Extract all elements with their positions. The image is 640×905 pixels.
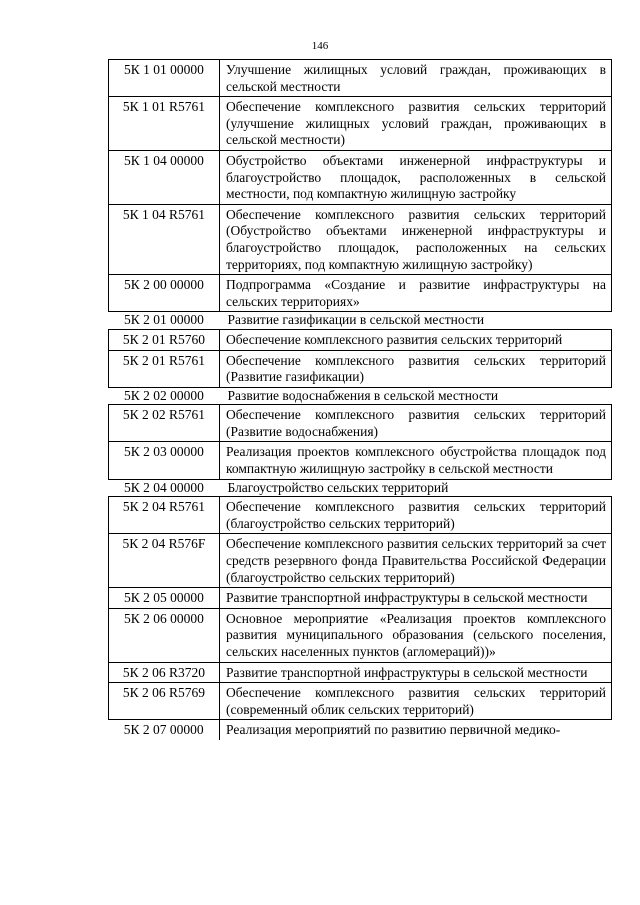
row-description: Улучшение жилищных условий граждан, проживающих в сельской местности [220,60,612,97]
table-row [109,497,612,534]
row-description: Обеспечение комплексного развития сельских территорий [220,329,612,350]
row-code: 5К 2 06 00000 [109,608,220,662]
table-row [109,534,612,588]
table-row [109,60,612,97]
row-description: Обеспечение комплексного развития сельских территорий (Обустройство объектами инженерной инфраструктуры и благоустройство площадок, расположенных на сельских территориях, под компактную жилищную застройку) [220,204,612,274]
table-row [109,588,612,609]
row-code: 5К 2 04 R576F [109,534,220,588]
row-description: Благоустройство сельских территорий [220,479,612,497]
row-code: 5К 2 02 R5761 [109,405,220,442]
table-row [109,150,612,204]
row-description: Реализация мероприятий по развитию первичной медико- [220,720,612,740]
row-code: 5К 1 04 R5761 [109,204,220,274]
table-row [109,312,612,330]
row-code: 5К 2 06 R3720 [109,662,220,683]
row-code: 5К 1 04 00000 [109,150,220,204]
row-description: Развитие водоснабжения в сельской местности [220,387,612,405]
row-description: Развитие транспортной инфраструктуры в сельской местности [220,588,612,609]
row-description: Обеспечение комплексного развития сельских территорий за счет средств резервного фонда Правительства Российской Федерации (благоустройство сельских территорий) [220,534,612,588]
table-row [109,387,612,405]
table-row [109,329,612,350]
row-description: Подпрограмма «Создание и развитие инфраструктуры на сельских территориях» [220,275,612,312]
table-row [109,720,612,740]
table-row [109,97,612,151]
row-description: Обеспечение комплексного развития сельских территорий (современный облик сельских территорий) [220,683,612,720]
page-number: 146 [311,40,329,52]
table-row [109,608,612,662]
row-description: Обеспечение комплексного развития сельских территорий (благоустройство сельских территорий) [220,497,612,534]
table-row [109,662,612,683]
row-code: 5К 2 07 00000 [109,720,220,740]
table-row [109,442,612,479]
budget-classification-table [108,59,612,740]
table-row [109,204,612,274]
row-code: 5К 1 01 R5761 [109,97,220,151]
row-code: 5К 2 03 00000 [109,442,220,479]
row-code: 5К 2 05 00000 [109,588,220,609]
row-code: 5К 2 04 00000 [109,479,220,497]
row-code: 5К 2 01 R5760 [109,329,220,350]
row-code: 5К 2 01 R5761 [109,350,220,387]
row-code: 5К 2 00 00000 [109,275,220,312]
row-code: 5К 2 04 R5761 [109,497,220,534]
row-description: Обеспечение комплексного развития сельских территорий (Развитие водоснабжения) [220,405,612,442]
row-description: Развитие газификации в сельской местности [220,312,612,330]
row-code: 5К 2 02 00000 [109,387,220,405]
row-description: Обустройство объектами инженерной инфраструктуры и благоустройство площадок, расположенных в сельской местности, под компактную жилищную застройку [220,150,612,204]
table-row [109,350,612,387]
row-description: Обеспечение комплексного развития сельских территорий (Развитие газификации) [220,350,612,387]
row-description: Основное мероприятие «Реализация проектов комплексного развития муниципального образования (сельского поселения, сельских населенных пунктов (агломераций))» [220,608,612,662]
table-row [109,683,612,720]
row-code: 5К 2 06 R5769 [109,683,220,720]
row-description: Реализация проектов комплексного обустройства площадок под компактную жилищную застройку в сельской местности [220,442,612,479]
row-code: 5К 1 01 00000 [109,60,220,97]
table-row [109,479,612,497]
row-code: 5К 2 01 00000 [109,312,220,330]
row-description: Развитие транспортной инфраструктуры в сельской местности [220,662,612,683]
row-description: Обеспечение комплексного развития сельских территорий (улучшение жилищных условий граждан, проживающих в сельской местности) [220,97,612,151]
table-row [109,405,612,442]
table-row [109,275,612,312]
